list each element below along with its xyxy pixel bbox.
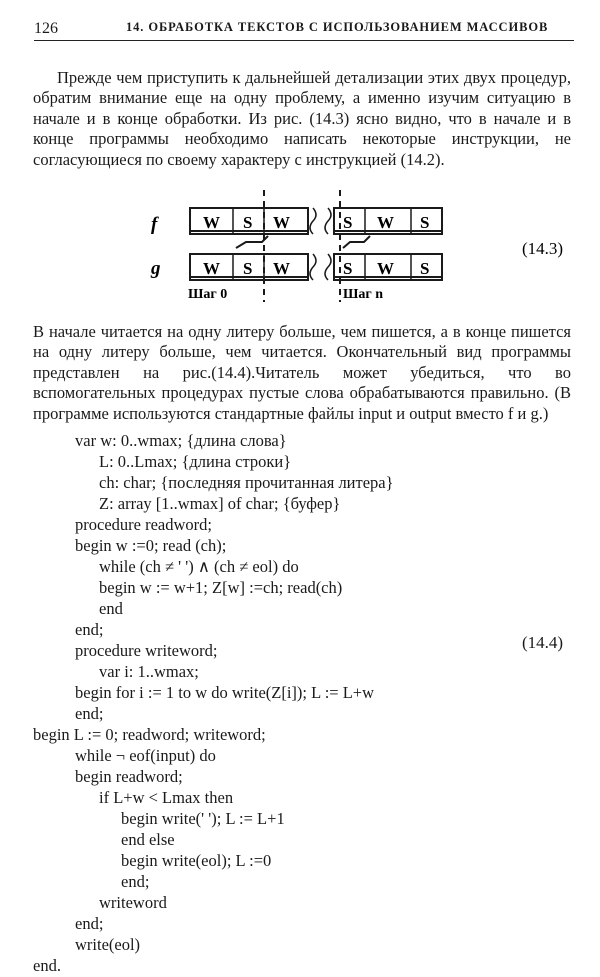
code-line: end; (75, 620, 104, 639)
figure-14-3 (0, 188, 600, 306)
figure-diagram (0, 188, 600, 306)
code-line: Z: array [1..wmax] of char; {буфер} (99, 494, 341, 513)
step-dividers (264, 190, 340, 302)
step-end-label: Шаг n (343, 287, 384, 302)
code-line: begin write(eol); L :=0 (121, 851, 272, 870)
transfer-arrows (236, 236, 370, 248)
page-header (34, 8, 574, 41)
code-line: var w: 0..wmax; {длина слова} (75, 431, 287, 450)
cell-f-2: S (243, 213, 253, 232)
cell-f-5: W (377, 213, 394, 232)
equation-number-14-4: (14.4) (522, 633, 564, 652)
cell-g-1: W (203, 259, 220, 278)
equation-number-14-3: (14.3) (522, 239, 564, 258)
code-line: while ¬ eof(input) do (75, 746, 216, 765)
code-line: end (99, 599, 123, 618)
paragraph-explanation (33, 322, 571, 424)
code-line: writeword (99, 893, 167, 912)
code-line: begin w := w+1; Z[w] :=ch; read(ch) (99, 578, 343, 597)
code-line: begin readword; (75, 767, 183, 786)
code-line: begin L := 0; readword; writeword; (33, 725, 266, 744)
step-start-label: Шаг 0 (188, 287, 228, 302)
code-line: while (ch ≠ ' ') ∧ (ch ≠ eol) do (99, 557, 299, 576)
code-line: procedure writeword; (75, 641, 218, 660)
cell-f-6: S (420, 213, 430, 232)
code-line: if L+w < Lmax then (99, 788, 234, 807)
code-line: end; (75, 914, 104, 933)
cell-f-4: S (343, 213, 353, 232)
code-line: end else (121, 830, 175, 849)
code-line: begin write(' '); L := L+1 (121, 809, 285, 828)
row-g-label: g (151, 258, 161, 279)
running-title: 14. ОБРАБОТКА ТЕКСТОВ С ИСПОЛЬЗОВАНИЕМ МАССИВОВ (126, 20, 549, 34)
cell-g-3: W (273, 259, 290, 278)
row-f-label: f (151, 214, 158, 235)
code-line: L: 0..Lmax; {длина строки} (99, 452, 292, 471)
code-line: var i: 1..wmax; (99, 662, 199, 681)
code-line: ch: char; {последняя прочитанная литера} (99, 473, 394, 492)
code-line: end; (75, 704, 104, 723)
cell-g-4: S (343, 259, 353, 278)
cell-f-3: W (273, 213, 290, 232)
page-number: 126 (34, 20, 58, 37)
paragraph-explanation-text: В начале читается на одну литеру больше, чем пишется, а в конце пишется на одну литеру больше, чем читается. Окончательный вид программы представлен на рис.(14.4).Читатель может убедиться, что во вспомогательных процедурах пустые слова обрабатываются правильно. (В программе используются стандартные файлы input и output вместо f и g.) (33, 322, 571, 423)
code-line: procedure readword; (75, 515, 212, 534)
code-line: begin for i := 1 to w do write(Z[i]); L := L+w (75, 683, 375, 702)
paragraph-intro-text: Прежде чем приступить к дальнейшей детализации этих двух процедур, обратим внимание еще на одну проблему, а именно изучим ситуацию в начале и в конце обработки. Из рис. (14.3) ясно видно, что в начале и в конце программы необходимо написать некоторые инструкции, не согласующиеся по своему характеру с инструкцией (14.2). (33, 68, 571, 169)
code-line: begin w :=0; read (ch); (75, 536, 227, 555)
code-line: write(eol) (75, 935, 141, 954)
cell-g-6: S (420, 259, 430, 278)
paragraph-intro (33, 68, 571, 170)
cell-f-1: W (203, 213, 220, 232)
cell-g-5: W (377, 259, 394, 278)
code-line: end. (33, 956, 61, 975)
cell-g-2: S (243, 259, 253, 278)
code-line: end; (121, 872, 150, 891)
